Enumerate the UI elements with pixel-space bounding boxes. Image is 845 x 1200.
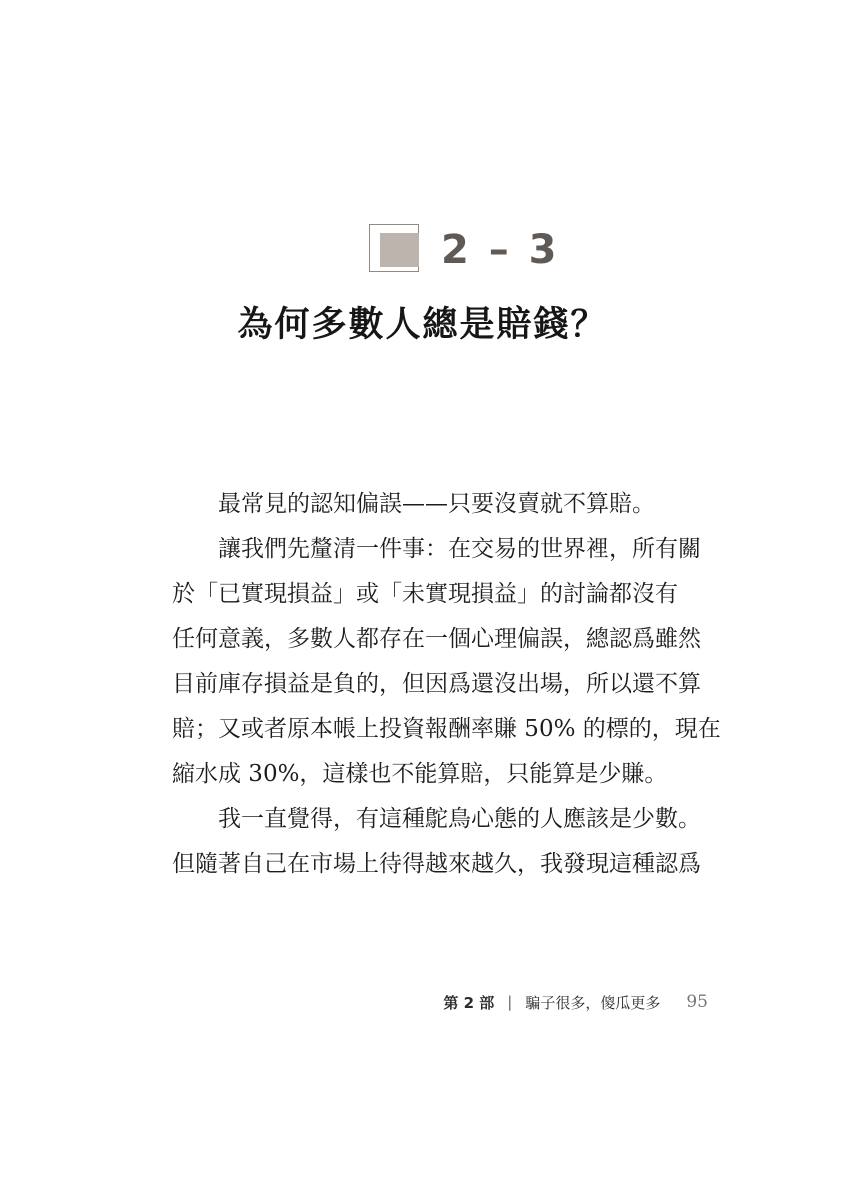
paragraph-2 <box>172 527 721 797</box>
paragraph-line: 但隨著自己在市場上待得越來越久，我發現這種認爲 <box>172 851 701 877</box>
paragraph-line: 我一直覺得，有這種鴕鳥心態的人應該是少數。 <box>218 806 701 832</box>
page-footer <box>443 988 708 1016</box>
body-text <box>172 482 721 887</box>
footer-section-title: 騙子很多，傻瓜更多 <box>525 993 661 1012</box>
paragraph-line: 最常見的認知偏誤——只要沒賣就不算賠。 <box>218 491 655 517</box>
paragraph-line: 讓我們先釐清一件事：在交易的世界裡，所有關 <box>218 536 701 562</box>
paragraph-line: 賠；又或者原本帳上投資報酬率賺 50% 的標的，現在 <box>172 716 721 742</box>
footer-part-label: 第 2 部 <box>443 993 495 1012</box>
chapter-number: 2 – 3 <box>441 227 560 273</box>
chapter-title: 為何多數人總是賠錢？ <box>237 304 608 345</box>
paragraph-line: 任何意義，多數人都存在一個心理偏誤，總認爲雖然 <box>172 626 701 652</box>
paragraph-line: 目前庫存損益是負的，但因爲還沒出場，所以還不算 <box>172 671 701 697</box>
paragraph-1 <box>172 482 712 527</box>
paragraph-3 <box>172 797 712 887</box>
paragraph-line: 縮水成 30%，這樣也不能算賠，只能算是少賺。 <box>172 761 668 787</box>
chapter-box-fill <box>380 233 419 267</box>
paragraph-line: 於「已實現損益」或「未實現損益」的討論都沒有 <box>172 581 678 607</box>
chapter-marker <box>369 224 560 276</box>
footer-separator: | <box>507 993 513 1011</box>
page-number: 95 <box>686 992 708 1012</box>
